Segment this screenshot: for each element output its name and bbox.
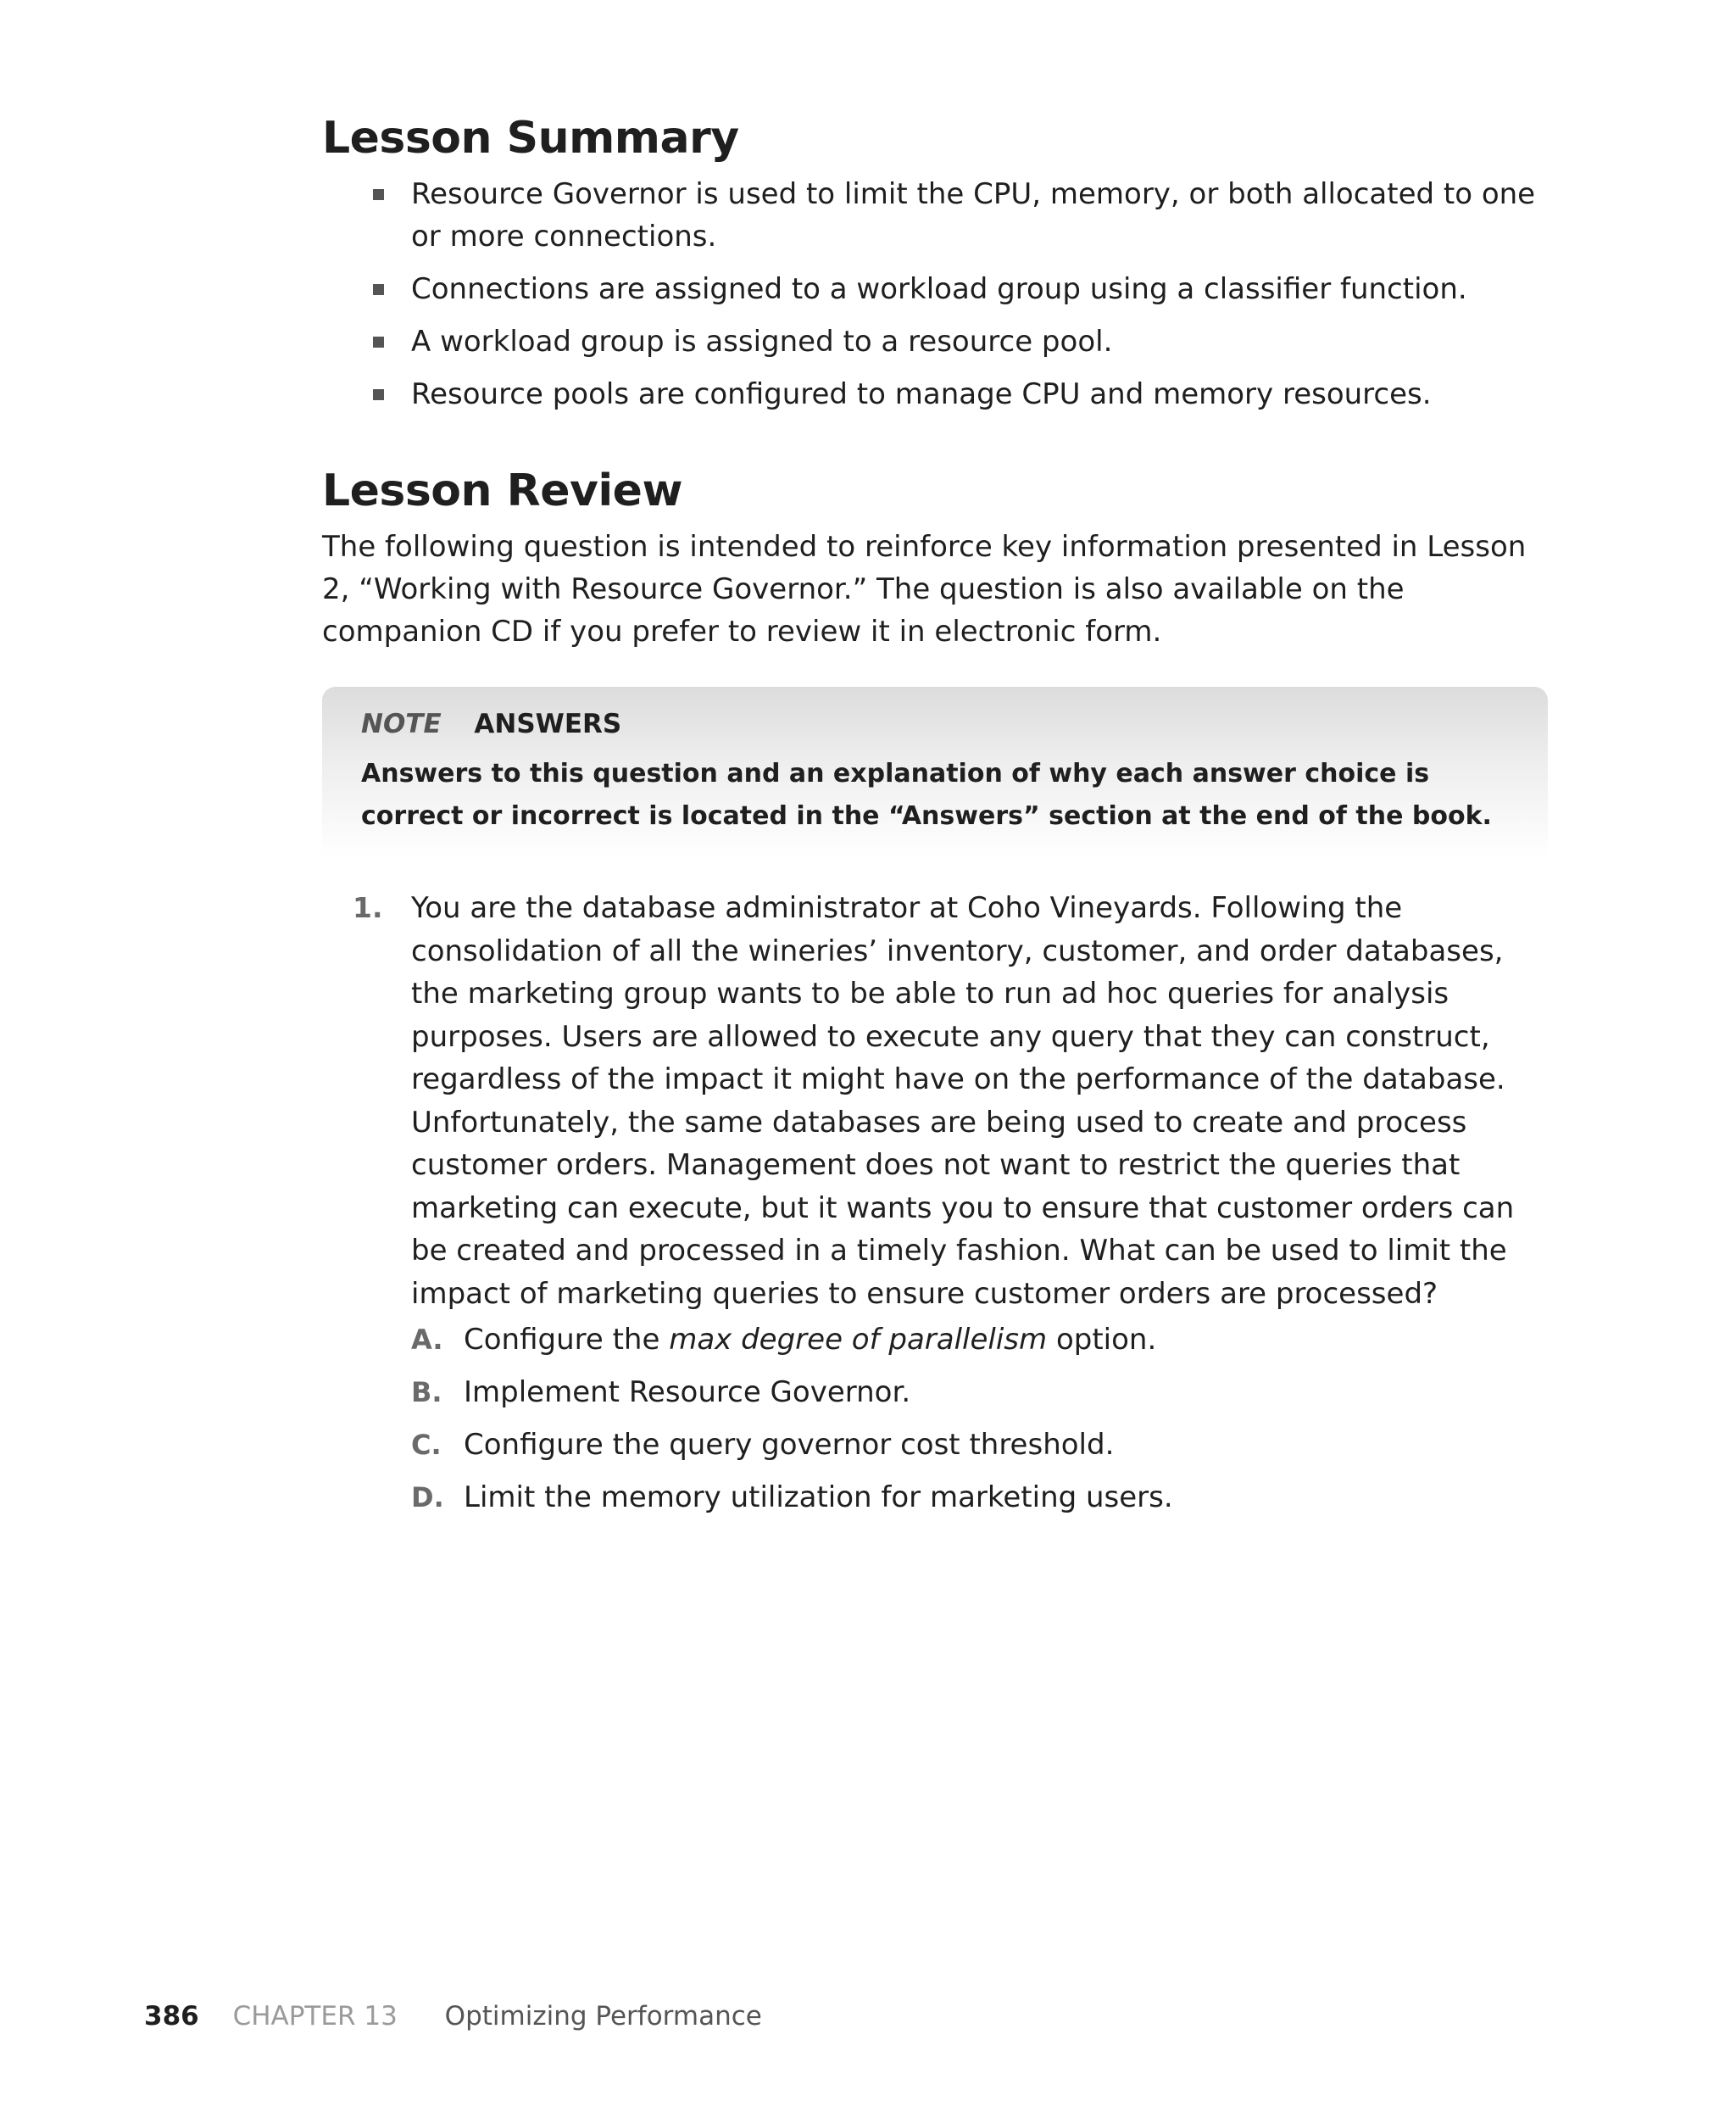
summary-item	[322, 320, 1548, 363]
summary-item-text: A workload group is assigned to a resource pool.	[411, 325, 1113, 359]
summary-item	[322, 173, 1548, 258]
chapter-title: Optimizing Performance	[444, 2001, 762, 2032]
choice-text: Limit the memory utilization for marketing users.	[464, 1480, 1173, 1514]
lesson-summary-list	[322, 173, 1548, 415]
answer-choice-d	[411, 1476, 1548, 1519]
square-bullet-icon	[373, 189, 384, 200]
note-box	[322, 687, 1548, 856]
choice-letter: D.	[411, 1481, 444, 1513]
page-content	[322, 109, 1548, 1529]
page-footer	[144, 1998, 762, 2035]
summary-item-text: Resource Governor is used to limit the CPU, memory, or both allocated to one or more connections.	[411, 177, 1536, 254]
choice-text-italic: max degree of parallelism	[669, 1323, 1048, 1357]
choice-text: Implement Resource Governor.	[464, 1375, 911, 1409]
lesson-summary-heading: Lesson Summary	[322, 113, 739, 164]
chapter-label: CHAPTER 13	[232, 2001, 398, 2032]
square-bullet-icon	[373, 337, 384, 348]
note-label: NOTE	[361, 709, 442, 739]
lesson-review-heading: Lesson Review	[322, 465, 682, 516]
note-body: Answers to this question and an explanation of why each answer choice is correct or incorrect is located in the “Answers” section at the end of the book.	[361, 759, 1492, 831]
summary-item-text: Resource pools are configured to manage CPU and memory resources.	[411, 377, 1432, 411]
note-title: ANSWERS	[474, 709, 622, 739]
choice-letter: C.	[411, 1429, 442, 1461]
answer-choice-a	[411, 1318, 1548, 1361]
square-bullet-icon	[373, 389, 384, 400]
choice-text: Configure the query governor cost threshold.	[464, 1428, 1115, 1462]
choice-letter: B.	[411, 1376, 442, 1408]
answer-choices	[411, 1318, 1548, 1519]
page-number: 386	[144, 2001, 199, 2032]
lesson-review-intro: The following question is intended to reinforce key information presented in Lesson 2, “Working with Resource Governor.” The question is also available on the companion CD if you prefer to review it in electronic form.	[322, 530, 1527, 649]
choice-letter: A.	[411, 1324, 443, 1356]
choice-text-after: option.	[1047, 1323, 1157, 1357]
note-header	[361, 705, 1509, 743]
question-number: 1.	[353, 891, 383, 924]
square-bullet-icon	[373, 284, 384, 295]
summary-item	[322, 268, 1548, 310]
choice-text-before: Configure the	[464, 1323, 670, 1357]
question-text: You are the database administrator at Coho Vineyards. Following the consolidation of all the wineries’ inventory, customer, and order databases, the marketing group wants to be able to run ad hoc queries for analysis purposes. Users are allowed to execute any query that they can construct, regardless of the impact it might have on the performance of the database. Unfortunately, the same databases are being used to create and process customer orders. Management does not want to restrict the queries that marketing can execute, but it wants you to ensure that customer orders can be created and processed in a timely fashion. What can be used to limit the impact of marketing queries to ensure customer orders are processed?	[411, 891, 1515, 1311]
summary-item	[322, 373, 1548, 415]
summary-item-text: Connections are assigned to a workload group using a classifier function.	[411, 272, 1467, 306]
answer-choice-b	[411, 1371, 1548, 1413]
review-question	[322, 887, 1548, 1519]
answer-choice-c	[411, 1424, 1548, 1466]
